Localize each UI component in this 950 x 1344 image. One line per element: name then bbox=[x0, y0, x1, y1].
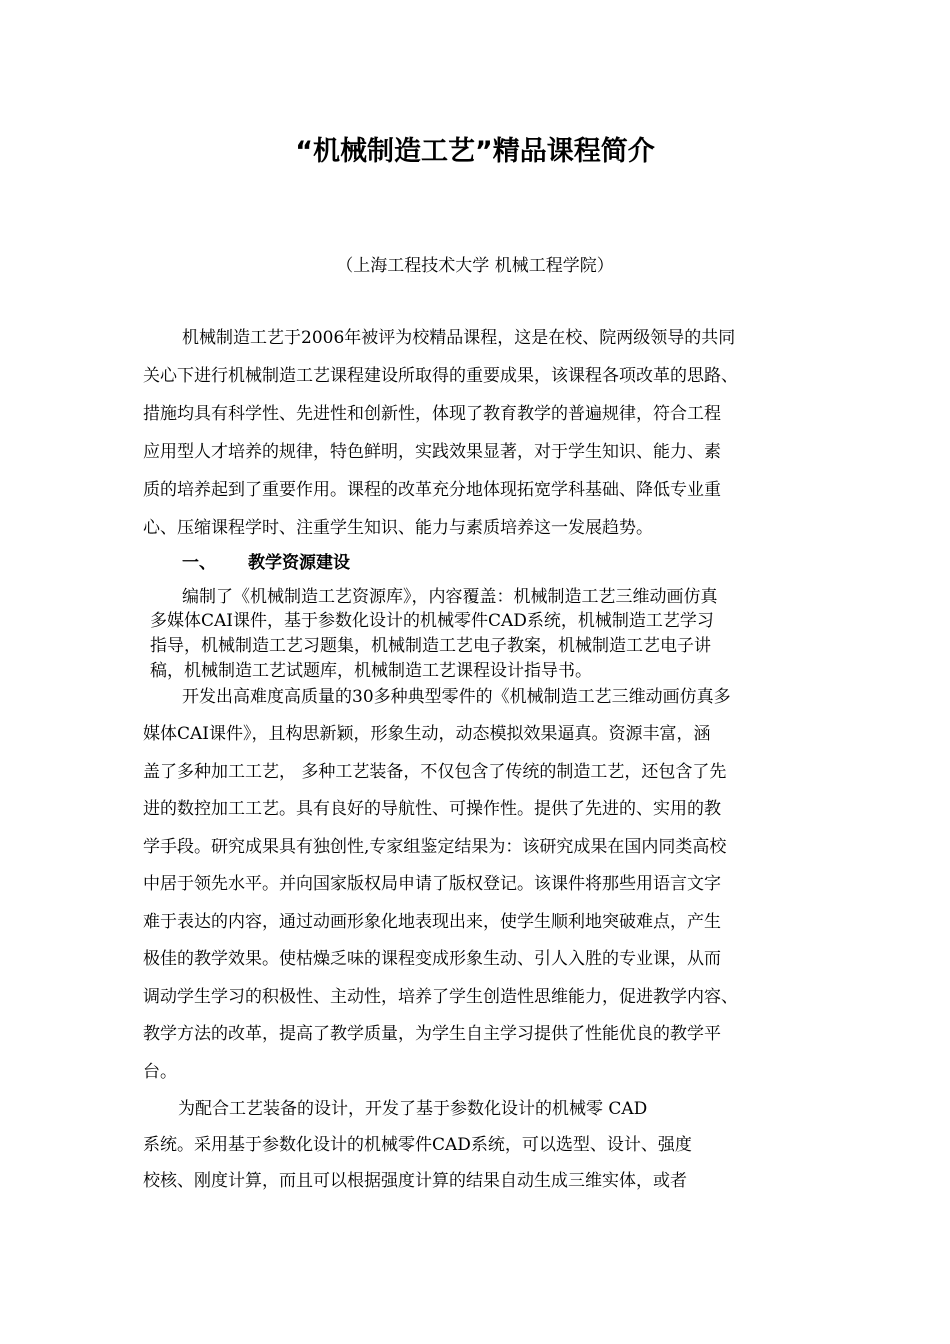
intro-line: 关心下进行机械制造工艺课程建设所取得的重要成果，该课程各项改革的思路、 bbox=[143, 366, 738, 386]
cai-line: 中居于领先水平。并向国家版权局申请了版权登记。该课件将那些用语言文字 bbox=[143, 874, 721, 894]
cad-line: 系统。采用基于参数化设计的机械零件CAD系统，可以选型、设计、强度 bbox=[143, 1135, 692, 1155]
cai-line: 台。 bbox=[143, 1062, 177, 1082]
section-heading bbox=[182, 551, 350, 575]
cai-line: 极佳的教学效果。使枯燥乏味的课程变成形象生动、引人入胜的专业课，从而 bbox=[143, 949, 721, 969]
cad-line: 为配合工艺装备的设计，开发了基于参数化设计的机械零 CAD bbox=[178, 1099, 648, 1119]
intro-line: 质的培养起到了重要作用。课程的改革充分地体现拓宽学科基础、降低专业重 bbox=[143, 480, 721, 500]
resource-line: 多媒体CAI课件，基于参数化设计的机械零件CAD系统，机械制造工艺学习 bbox=[150, 611, 714, 631]
intro-line: 机械制造工艺于2006年被评为校精品课程，这是在校、院两级领导的共同 bbox=[182, 328, 736, 348]
cai-line: 难于表达的内容，通过动画形象化地表现出来，使学生顺利地突破难点，产生 bbox=[143, 912, 721, 932]
cai-line: 学手段。研究成果具有独创性,专家组鉴定结果为：该研究成果在国内同类高校 bbox=[143, 837, 727, 857]
resource-line: 指导，机械制造工艺习题集，机械制造工艺电子教案，机械制造工艺电子讲 bbox=[150, 636, 711, 656]
resource-line: 编制了《机械制造工艺资源库》，内容覆盖：机械制造工艺三维动画仿真 bbox=[182, 587, 718, 607]
cad-line: 校核、刚度计算，而且可以根据强度计算的结果自动生成三维实体，或者 bbox=[143, 1171, 687, 1191]
cai-line: 开发出高难度高质量的30多种典型零件的《机械制造工艺三维动画仿真多 bbox=[182, 687, 731, 707]
section-title: 教学资源建设 bbox=[248, 553, 350, 573]
cai-line: 调动学生学习的积极性、主动性，培养了学生创造性思维能力，促进教学内容、 bbox=[143, 987, 738, 1007]
affiliation: （上海工程技术大学 机械工程学院） bbox=[336, 256, 614, 276]
intro-line: 心、压缩课程学时、注重学生知识、能力与素质培养这一发展趋势。 bbox=[143, 518, 653, 538]
cai-line: 盖了多种加工工艺， 多种工艺装备，不仅包含了传统的制造工艺，还包含了先 bbox=[143, 762, 727, 782]
cai-line: 进的数控加工工艺。具有良好的导航性、可操作性。提供了先进的、实用的教 bbox=[143, 799, 721, 819]
intro-line: 措施均具有科学性、先进性和创新性，体现了教育教学的普遍规律，符合工程 bbox=[143, 404, 721, 424]
page-title: “机械制造工艺”精品课程简介 bbox=[295, 136, 655, 167]
resource-line: 稿，机械制造工艺试题库，机械制造工艺课程设计指导书。 bbox=[150, 661, 592, 681]
cai-line: 媒体CAI课件》，且构思新颖，形象生动，动态模拟效果逼真。资源丰富，涵 bbox=[143, 724, 711, 744]
cai-line: 教学方法的改革，提高了教学质量，为学生自主学习提供了性能优良的教学平 bbox=[143, 1024, 721, 1044]
intro-line: 应用型人才培养的规律，特色鲜明，实践效果显著，对于学生知识、能力、素 bbox=[143, 442, 721, 462]
section-number: 一、 bbox=[182, 553, 216, 573]
